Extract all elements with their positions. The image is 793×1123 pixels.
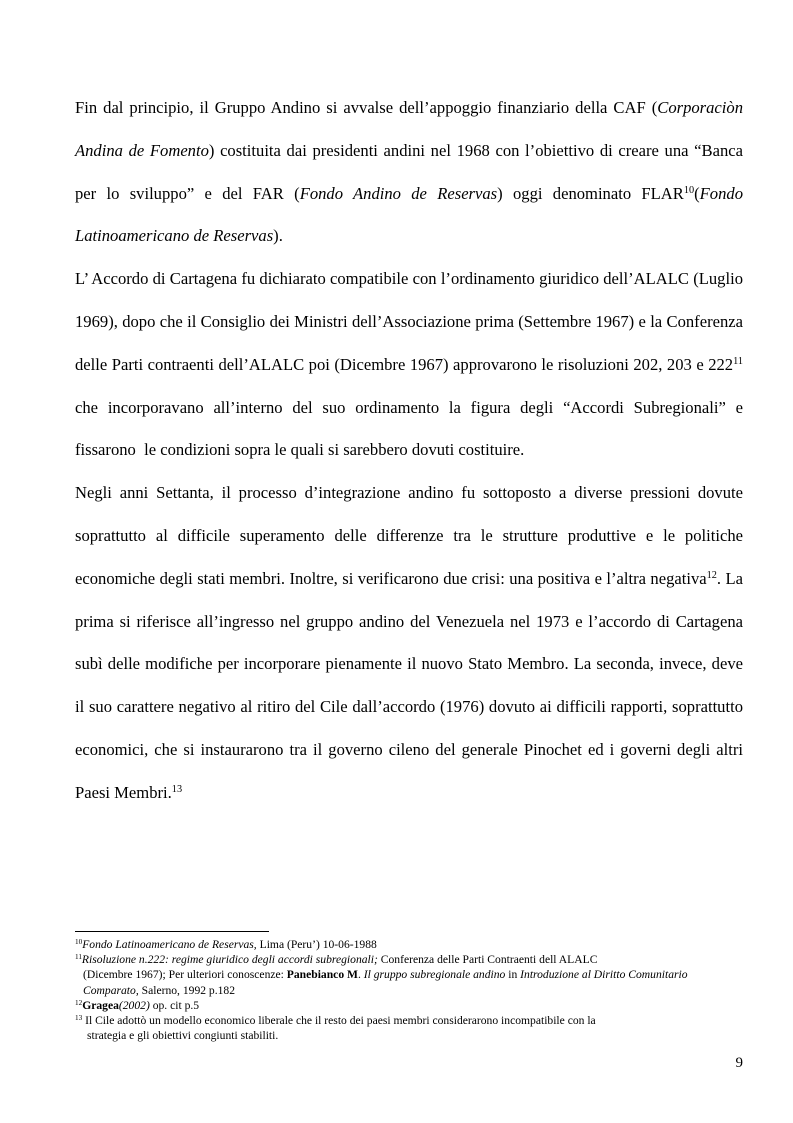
footnote-italic: Fondo Latinoamericano de Reservas,: [82, 938, 257, 951]
paragraph-anni-settanta: [75, 472, 743, 814]
text-segment: Negli anni Settanta, il processo d’integrazione andino fu sottoposto a diverse pressioni dovute soprattutto al difficile superamento delle differenze tra le strutture produttive e le politiche economiche degli stati membri. Inoltre, si verificarono due crisi: una positiva e l’altra negativa: [75, 483, 743, 588]
footnote-ref-13[interactable]: 13: [171, 784, 183, 796]
footnote-ref-10[interactable]: 10: [683, 184, 695, 196]
text-segment: (: [694, 183, 700, 203]
footnote-text: Salerno, 1992 p.182: [138, 983, 236, 997]
italic-term: Corporaciòn Andina de Fomento: [75, 98, 743, 160]
paragraph-accordo-cartagena: [75, 258, 752, 472]
footnote-text: strategia e gli obiettivi congiunti stabiliti.: [87, 1029, 279, 1043]
footnote-11: [75, 952, 743, 998]
text-segment: ) costituita dai presidenti andini nel 1968 con l’obiettivo di creare una “Banca per lo sviluppo” e del FAR (: [75, 140, 743, 203]
footnote-ref-12[interactable]: 12: [706, 570, 717, 582]
footnote-continuation: [75, 1028, 743, 1043]
footnote-text: Lima (Peru’) 10-06-1988: [256, 938, 377, 951]
footnote-author: Gragea: [82, 998, 119, 1012]
footnote-separator: [75, 931, 269, 932]
footnote-text: Conferenza delle Parti Contraenti dell ALALC: [377, 953, 598, 967]
text-segment: ) oggi denominato FLAR: [497, 183, 684, 203]
footnote-italic: Introduzione al Diritto Comunitario Comparato,: [83, 968, 688, 997]
footnote-italic: (2002): [118, 998, 150, 1012]
footnote-text: .: [357, 968, 364, 982]
footnote-ref-11[interactable]: 11: [733, 356, 743, 368]
footnote-13: [75, 1013, 743, 1043]
footnote-number: 12: [75, 998, 83, 1007]
footnote-italic: Il gruppo subregionale andino: [363, 968, 506, 982]
text-segment: Fin dal principio, il Gruppo Andino si avvalse dell’appoggio finanziario della CAF (: [75, 98, 658, 117]
text-segment: . La prima si riferisce all’ingresso nel gruppo andino del Venezuela nel 1973 e l’accordo di Cartagena subì delle modifiche per incorporare pienamente il nuovo Stato Membro. La seconda, invece, deve il suo carattere negativo al ritiro del Cile dall’accordo (1976) dovuto ai difficili rapporti, soprattutto economici, che si instaurarono tra il governo cileno del generale Pinochet ed i governi degli altri Paesi Membri.: [75, 568, 743, 802]
footnote-number: 10: [75, 938, 83, 947]
footnote-10: [75, 937, 743, 952]
text-segment: L’ Accordo di Cartagena fu dichiarato compatibile con l’ordinamento giuridico dell’ALALC (Luglio 1969), dopo che il Consiglio dei Ministri dell’Associazione prima (Settembre 1967) e la Conferenza delle Parti contraenti dell’ALALC poi (Dicembre 1967) approvarono le risoluzioni 202, 203 e 222: [75, 269, 743, 374]
footnote-text: in: [505, 968, 521, 982]
footnote-text: op. cit p.5: [149, 998, 200, 1012]
footnotes: [75, 937, 743, 1043]
footnote-number: 13: [75, 1014, 83, 1023]
page-number: 9: [735, 1055, 743, 1071]
footnote-text: Il Cile adottò un modello economico liberale che il resto dei paesi membri considerarono incompatibile con la: [82, 1014, 596, 1028]
italic-term: Fondo Andino de Reservas: [299, 183, 498, 203]
footnote-continuation: [75, 967, 743, 997]
paragraph-caf-far: [75, 87, 743, 258]
footnote-12: [75, 998, 743, 1013]
body-text: [75, 87, 752, 815]
italic-term: Fondo Latinoamericano de Reservas: [75, 183, 743, 246]
footnote-number: 11: [75, 953, 82, 962]
footnote-author: Panebianco M: [286, 968, 358, 982]
footnote-text: (Dicembre 1967); Per ulteriori conoscenze:: [83, 968, 287, 982]
text-segment: ).: [273, 226, 283, 246]
text-segment: che incorporavano all’interno del suo ordinamento la figura degli “Accordi Subregionali” e fissarono le condizioni sopra le quali si sarebbero dovuti costituire.: [75, 354, 752, 460]
footnote-italic: Risoluzione n.222: regime giuridico degli accordi subregionali;: [81, 953, 378, 967]
